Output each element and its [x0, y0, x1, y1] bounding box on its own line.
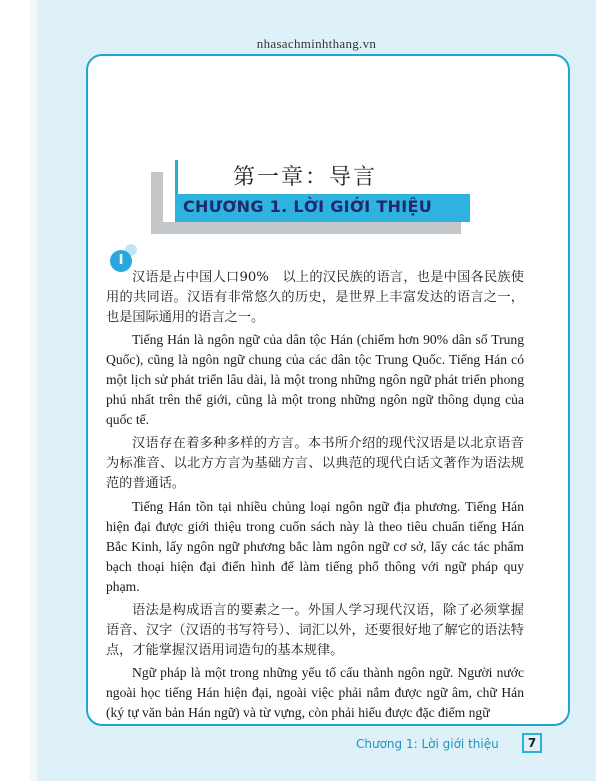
paragraph-block: [106, 434, 524, 494]
paragraph-block: [106, 663, 524, 723]
paragraph-chinese: 汉语是占中国人口90% 以上的汉民族的语言，也是中国各民族使用的共同语。汉语有非常悠久的历史，是世界上丰富发达的语言之一，也是国际通用的语言之一。: [106, 270, 524, 325]
section-number-badge: I: [110, 250, 132, 272]
paragraph-vietnamese: Ngữ pháp là một trong những yếu tố cấu thành ngôn ngữ. Người nước ngoài học tiếng Hán hiện đại, ngoài việc phải nắm được ngữ âm, chữ Hán (ký tự văn bản Hán ngữ) và từ vựng, còn phải hiểu được đặc điểm ngữ: [106, 665, 524, 720]
paragraph-vietnamese: Tiếng Hán tồn tại nhiều chủng loại ngôn ngữ địa phương. Tiếng Hán hiện đại được giới thiệu trong cuốn sách này là theo tiêu chuẩn tiếng Hán Bắc Kinh, lấy ngôn ngữ phương bắc làm ngôn ngữ cơ sở, lấy các tác phẩm bạch thoại hiện đại điển hình để làm tiếng phổ thông với ngữ pháp quy phạm.: [106, 499, 524, 594]
heading-shadow-bottom: [151, 222, 461, 234]
paragraph-chinese: 语法是构成语言的要素之一。外国人学习现代汉语，除了必须掌握语音、汉字（汉语的书写符号）、词汇以外，还要很好地了解它的语法特点，才能掌握汉语用词造句的基本规律。: [106, 603, 524, 658]
paragraph-block: [106, 268, 524, 328]
chapter-title-chinese: 第一章：导言: [233, 165, 378, 190]
heading-accent-line: [175, 160, 178, 194]
page-gutter: [30, 0, 37, 781]
paragraph-block: [106, 330, 524, 430]
paragraph-block: [106, 497, 524, 597]
site-header: nhasachminhthang.vn: [256, 36, 377, 51]
footer-chapter-label: Chương 1: Lời giới thiệu: [356, 737, 499, 751]
paragraph-vietnamese: Tiếng Hán là ngôn ngữ của dân tộc Hán (chiếm hơn 90% dân số Trung Quốc), cũng là ngôn ngữ chung của các dân tộc Trung Quốc. Tiếng Hán có một lịch sử phát triển lâu dài, là một trong những ngôn ngữ phát triển phong phú nhất trên thế giới, cũng là một trong những ngôn ngữ thông dụng của quốc tế.: [106, 332, 524, 427]
page-number: 7: [522, 733, 542, 753]
paragraph-chinese: 汉语存在着多种多样的方言。本书所介绍的现代汉语是以北京语音为标准音、以北方方言为基础方言、以典范的现代白话文著作为语法规范的普通话。: [106, 436, 524, 491]
chapter-title-vietnamese: CHƯƠNG 1. LỜI GIỚI THIỆU: [183, 197, 433, 216]
paragraph-block: [106, 601, 524, 661]
